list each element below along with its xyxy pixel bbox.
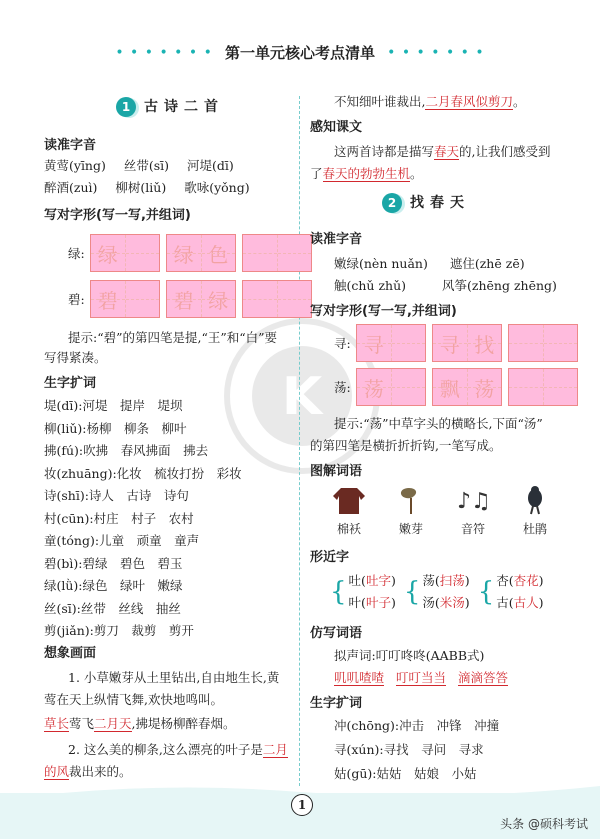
brace-icon: { (330, 577, 347, 607)
sprout-icon (393, 484, 429, 516)
picture-row (318, 484, 566, 537)
writing-box (508, 368, 578, 406)
section-reading: 读准字音 (310, 232, 363, 247)
brace-icon: { (403, 577, 421, 607)
writing-grid-row (68, 280, 318, 318)
column-divider (299, 96, 300, 786)
pinyin-row: 触(chǔ zhǔ) 风筝(zhēng zhēng) (334, 278, 557, 293)
grid-label: 荡: (334, 380, 351, 395)
imagine-text: 的风裁出来的。 (44, 764, 132, 779)
tip-text: 的第四笔是横折折折钩,一笔写成。 (310, 438, 502, 453)
imagine-text: 莺在天上纵情飞舞,欢快地鸣叫。 (44, 692, 223, 707)
section-feel: 感知课文 (310, 120, 363, 135)
page-title: 第一单元核心考点清单 (224, 44, 375, 62)
pinyin-row: 嫩绿(nèn nuǎn) 遮住(zhē zē) (334, 256, 525, 271)
lesson-number-badge: 2 (382, 193, 402, 213)
lesson-number-badge: 1 (116, 97, 136, 117)
writing-box (242, 280, 312, 318)
section-writing: 写对字形(写一写,并组词) (44, 208, 191, 223)
expand-item: 妆(zhuāng):化妆 梳妆打扮 彩妆 (44, 465, 242, 481)
expand-item: 寻(xún):寻找 寻问 寻求 (334, 742, 484, 757)
expand-item: 冲(chōng):冲击 冲锋 冲撞 (334, 718, 500, 733)
similar-chars: { 吐(吐字) 叶(叶子) { 荡(扫荡) 汤(米汤) { 杏(杏花) 古(古人) (330, 573, 544, 610)
grid-label: 碧: (68, 292, 85, 307)
cotton-jacket-item: 棉袄 (318, 484, 380, 537)
section-writing: 写对字形(写一写,并组词) (310, 304, 457, 319)
writing-grid-row (334, 324, 584, 362)
writing-box: 碧 (90, 280, 160, 318)
expand-item: 诗(shī):诗人 古诗 诗句 (44, 488, 189, 503)
cotton-jacket-icon (331, 484, 367, 516)
lesson-1-title: 1 古诗二首 (116, 96, 224, 117)
writing-grid-row (68, 234, 318, 272)
title-dots-left: • • • • • • • (115, 44, 213, 61)
svg-text:♪♫: ♪♫ (457, 489, 491, 514)
imagine-text: 1. 小草嫩芽从土里钻出,自由地生长,黄 (68, 670, 280, 685)
section-pictures: 图解词语 (310, 464, 363, 479)
feel-text: 这两首诗都是描写春天的,让我们感受到 (334, 144, 551, 159)
sprout-item: 嫩芽 (380, 484, 442, 537)
expand-item: 绿(lǜ):绿色 绿叶 嫩绿 (44, 578, 183, 593)
source-watermark: 头条 @硕科考试 (500, 817, 588, 831)
tip-text: 提示:“荡”中草字头的横略长,下面“汤” (334, 416, 543, 431)
expand-item: 碧(bì):碧绿 碧色 碧玉 (44, 555, 183, 571)
expand-item: 堤(dī):河堤 提岸 堤坝 (44, 398, 183, 413)
writing-box: 飘 荡 (432, 368, 502, 406)
svg-text:K: K (281, 367, 323, 427)
expand-item: 拂(fú):吹拂 春风拂面 拂去 (44, 443, 209, 458)
lesson-2-title: 2 找春天 (382, 192, 470, 213)
writing-box: 碧 绿 (166, 280, 236, 318)
section-imagine: 想象画面 (44, 646, 97, 661)
header (0, 42, 600, 63)
writing-box (508, 324, 578, 362)
pinyin-row: 醉酒(zuì) 柳树(liǔ) 歌咏(yǒng) (44, 180, 250, 195)
writing-box: 荡 (356, 368, 426, 406)
tip-text: 写得紧凑。 (44, 350, 107, 365)
imitate-answers: 叽叽喳喳 叮叮当当 滴滴答答 (334, 670, 509, 685)
expand-item: 柳(liǔ):杨柳 柳条 柳叶 (44, 420, 187, 436)
section-imitate: 仿写词语 (310, 626, 363, 641)
imitate-question: 拟声词:叮叮咚咚(AABB式) (334, 648, 485, 663)
section-reading: 读准字音 (44, 138, 97, 153)
section-similar: 形近字 (310, 550, 350, 565)
bird-icon (517, 484, 553, 516)
feel-text: 了春天的勃勃生机。 (310, 166, 423, 181)
title-dots-right: • • • • • • • (387, 44, 485, 61)
tip-text: 提示:“碧”的第四笔是提,“王”和“白”要 (68, 330, 278, 345)
expand-item: 姑(gū):姑姑 姑娘 小姑 (334, 766, 477, 781)
music-note-icon (455, 484, 491, 516)
brace-icon: { (477, 577, 495, 607)
writing-box: 绿 (90, 234, 160, 272)
expand-item: 童(tóng):儿童 顽童 童声 (44, 533, 200, 548)
grid-label: 寻: (334, 336, 351, 351)
expand-item: 丝(sī):丝带 丝线 抽丝 (44, 600, 181, 616)
poem-line: 不知细叶谁裁出,二月春风似剪刀。 (334, 94, 526, 109)
writing-box: 寻 (356, 324, 426, 362)
page-number: 1 (291, 794, 313, 816)
writing-box: 绿 色 (166, 234, 236, 272)
writing-box (242, 234, 312, 272)
imagine-answer: 草长莺飞二月天,拂堤杨柳醉春烟。 (44, 716, 236, 731)
writing-grid-row (334, 368, 584, 406)
expand-item: 剪(jiǎn):剪刀 裁剪 剪开 (44, 623, 194, 638)
pinyin-row: 黄莺(yīng) 丝带(sī) 河堤(dī) (44, 158, 234, 173)
grid-label: 绿: (68, 246, 85, 261)
section-expand: 生字扩词 (44, 376, 97, 391)
music-note-item: ♪♫ 音符 (442, 484, 504, 537)
cuckoo-item: 杜鹃 (504, 484, 566, 537)
section-expand: 生字扩词 (310, 696, 363, 711)
imagine-text: 2. 这么美的柳条,这么漂亮的叶子是二月 (68, 742, 288, 757)
writing-box: 寻 找 (432, 324, 502, 362)
expand-item: 村(cūn):村庄 村子 农村 (44, 510, 194, 526)
